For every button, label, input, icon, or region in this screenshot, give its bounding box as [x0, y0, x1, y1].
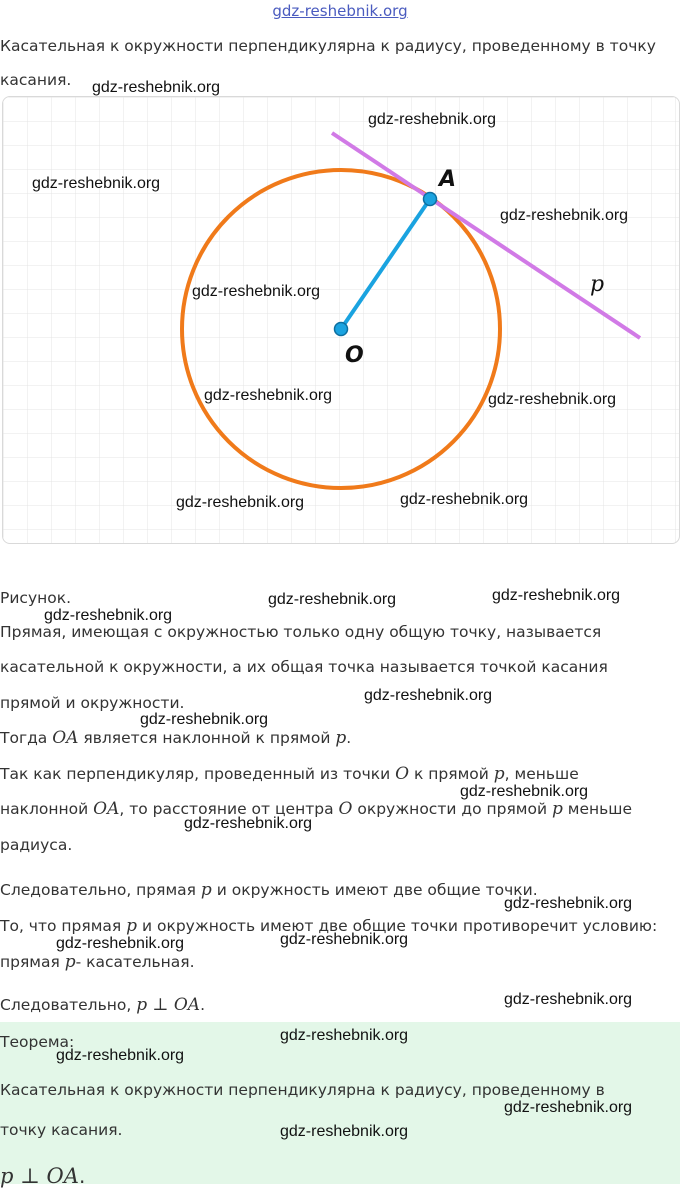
watermark: gdz-reshebnik.org [44, 607, 173, 624]
point-O [335, 323, 348, 336]
text: наклонной [0, 800, 94, 818]
definition-line-1: Прямая, имеющая с окружностью только одну общую точку, называется [0, 623, 602, 641]
figure-panel [2, 96, 680, 544]
watermark: gdz-reshebnik.org [364, 687, 493, 704]
text: Тогда [0, 729, 53, 747]
geometry-figure [3, 97, 679, 543]
text: То, что прямая [0, 917, 127, 935]
text: является наклонной к прямой [78, 729, 336, 747]
definition-line-2: касательной к окружности, а их общая точка называется точкой касания [0, 658, 608, 676]
math-p: p [126, 916, 138, 936]
label-A: A [439, 167, 457, 192]
proof-perp-line-3: радиуса. [0, 836, 73, 854]
math-OA: OA [93, 799, 120, 819]
label-p: p [590, 272, 605, 297]
watermark: gdz-reshebnik.org [268, 591, 397, 608]
watermark: gdz-reshebnik.org [504, 991, 633, 1008]
math-O: O [395, 764, 410, 784]
text: и окружность имеют две общие точки противоречит условию: [137, 917, 658, 935]
intro-line-1: Касательная к окружности перпендикулярна к радиусу, проведенному в точку [0, 37, 656, 55]
figure-caption: Рисунок. [0, 589, 72, 607]
math-perp: p ⊥ OA [136, 995, 201, 1015]
text: окружности до прямой [352, 800, 552, 818]
watermark: gdz-reshebnik.org [280, 1123, 409, 1140]
watermark: gdz-reshebnik.org [140, 711, 269, 728]
math-p: p [335, 728, 347, 748]
text: , то расстояние от центра [119, 800, 339, 818]
text: . [200, 996, 206, 1014]
theorem-formula [0, 1158, 680, 1194]
math-p: p [551, 799, 563, 819]
math-p: p [200, 880, 212, 900]
watermark: gdz-reshebnik.org [92, 79, 221, 96]
text: меньше [562, 800, 633, 818]
watermark: gdz-reshebnik.org [460, 783, 589, 800]
text: . [346, 729, 352, 747]
watermark: gdz-reshebnik.org [204, 387, 333, 404]
watermark: gdz-reshebnik.org [56, 1047, 185, 1064]
watermark: gdz-reshebnik.org [192, 283, 321, 300]
intro-line-2: касания. [0, 71, 72, 89]
site-header-link[interactable]: gdz-reshebnik.org [272, 2, 408, 20]
watermark: gdz-reshebnik.org [492, 587, 621, 604]
math-p: p [493, 764, 505, 784]
math-O: O [338, 799, 353, 819]
watermark: gdz-reshebnik.org [504, 1099, 633, 1116]
text: и окружность имеют две общие точки. [211, 881, 538, 899]
text: к прямой [409, 765, 494, 783]
watermark: gdz-reshebnik.org [280, 931, 409, 948]
proof-then [0, 720, 680, 756]
watermark: gdz-reshebnik.org [504, 895, 633, 912]
watermark: gdz-reshebnik.org [368, 111, 497, 128]
theorem-line-2: точку касания. [0, 1121, 123, 1139]
watermark: gdz-reshebnik.org [56, 935, 185, 952]
watermark: gdz-reshebnik.org [488, 391, 617, 408]
text: , меньше [504, 765, 579, 783]
text: прямая [0, 953, 65, 971]
text: - касательная. [75, 953, 195, 971]
watermark: gdz-reshebnik.org [280, 1027, 409, 1044]
text: . [78, 1164, 86, 1188]
watermark: gdz-reshebnik.org [500, 207, 629, 224]
math-OA: OA [52, 728, 79, 748]
theorem-title: Теорема: [0, 1033, 75, 1051]
text: Следовательно, [0, 996, 137, 1014]
math-p: p [64, 952, 76, 972]
watermark: gdz-reshebnik.org [176, 494, 305, 511]
grid-background [3, 97, 679, 543]
point-A [424, 193, 437, 206]
watermark: gdz-reshebnik.org [400, 491, 529, 508]
definition-line-3: прямой и окружности. [0, 694, 185, 712]
watermark: gdz-reshebnik.org [32, 175, 161, 192]
watermark: gdz-reshebnik.org [184, 815, 313, 832]
text: Следовательно, прямая [0, 881, 201, 899]
text: Так как перпендикуляр, проведенный из точки [0, 765, 396, 783]
theorem-line-1: Касательная к окружности перпендикулярна к радиусу, проведенному в [0, 1081, 605, 1099]
math-perp: p ⊥ OA [0, 1164, 79, 1188]
label-O: O [345, 343, 364, 368]
